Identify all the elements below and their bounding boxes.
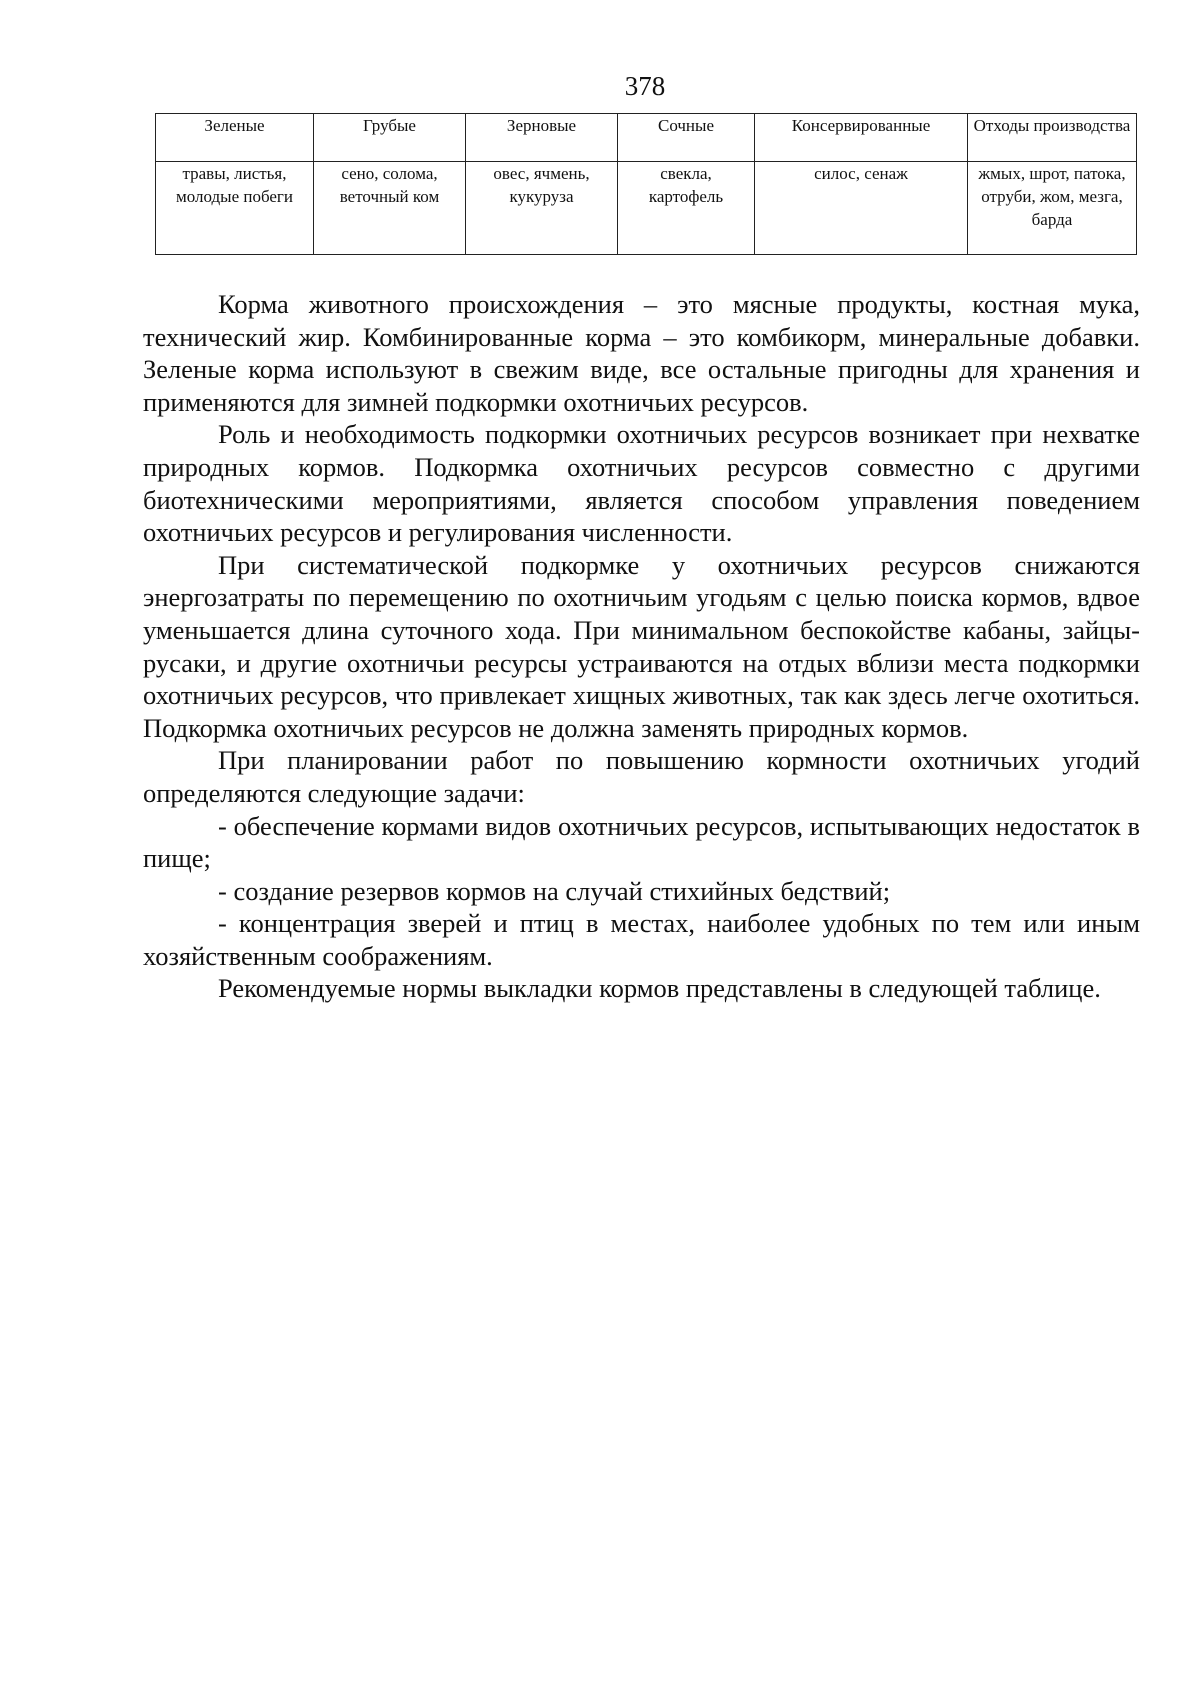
table-cell: силос, сенаж [755,162,968,255]
table-header-row [156,114,1137,162]
paragraph: Корма животного происхождения – это мясные продукты, костная мука, технический жир. Комбинированные корма – это комбикорм, минеральные добавки. Зеленые корма используют в свежим виде, все остальные пригодны для хранения и применяются для зимней подкормки охотничьих ресурсов. [143,289,1140,417]
list-item: - обеспечение кормами видов охотничьих ресурсов, испытывающих недостаток в пище; [143,810,1140,874]
table-cell: овес, ячмень, кукуруза [466,162,618,255]
list-item: - создание резервов кормов на случай стихийных бедствий; [218,875,891,906]
table-header-cell: Сочные [618,114,755,162]
table-header-cell: Зеленые [156,114,314,162]
table-cell: свекла, картофель [618,162,755,255]
table-cell: жмых, шрот, патока, отруби, жом, мезга, барда [968,162,1137,255]
page-number: 378 [624,71,666,101]
paragraph: Роль и необходимость подкормки охотничьих ресурсов возникает при нехватке природных кормов. Подкормка охотничьих ресурсов совместно с другими биотехническими мероприятиями, является способом управления поведением охотничьих ресурсов и регулирования численности. [143,419,1140,548]
table-header-cell: Консервированные [755,114,968,162]
paragraph: Рекомендуемые нормы выкладки кормов представлены в следующей таблице. [218,973,1101,1004]
table-header-cell: Грубые [314,114,466,162]
table-row [156,162,1137,255]
feed-types-table [155,113,1137,255]
table-header-cell: Зерновые [466,114,618,162]
paragraph: При систематической подкормке у охотничьих ресурсов снижаются энергозатраты по перемещению по охотничьим угодьям с целью поиска кормов, вдвое уменьшается длина суточного хода. При минимальном беспокойстве кабаны, зайцы-русаки, и другие охотничьи ресурсы устраиваются на отдых вблизи места подкормки охотничьих ресурсов, что привлекает хищных животных, так как здесь легче охотиться. Подкормка охотничьих ресурсов не должна заменять природных кормов. [143,549,1140,743]
body-text [143,288,1140,1005]
table-cell: сено, солома, веточный ком [314,162,466,255]
table-header-cell: Отходы производства [968,114,1137,162]
table-cell: травы, листья, молодые побеги [156,162,314,255]
list-item: - концентрация зверей и птиц в местах, наиболее удобных по тем или иным хозяйственным соображениям. [143,908,1140,971]
paragraph: При планировании работ по повышению кормности охотничьих угодий определяются следующие задачи: [143,745,1140,808]
